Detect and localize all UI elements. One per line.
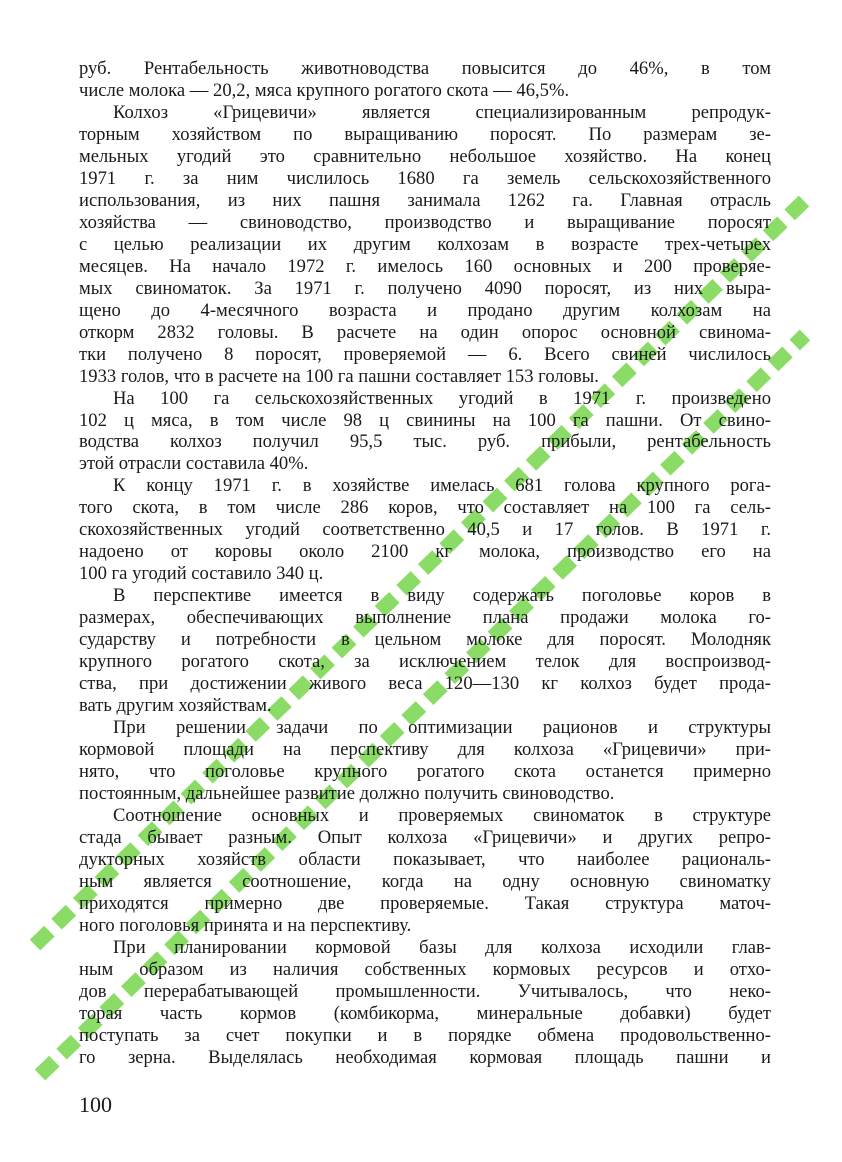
text-line: использования, из них пашня занимала 1262 га. Главная отрасль [79,189,771,211]
page-number: 100 [79,1092,112,1117]
text-line: поступать за счет покупки и в порядке обмена продовольственно- [79,1024,771,1046]
text-line: торая часть кормов (комбикорма, минеральные добавки) будет [79,1002,771,1024]
text-line: ным является соотношение, когда на одну основную свиноматку [79,870,771,892]
text-line: водства колхоз получил 95,5 тыс. руб. прибыли, рентабельность [79,431,771,453]
paragraph [79,102,771,388]
text-line: 1933 голов, что в расчете на 100 га пашни составляет 153 головы. [79,365,599,387]
paragraph [79,58,771,102]
text-line: мельных угодий это сравнительно небольшое хозяйство. На конец [79,145,771,167]
text-line: вать другим хозяйствам. [79,695,272,717]
text-line: 102 ц мяса, в том числе 98 ц свинины на 100 га пашни. От свино- [79,409,771,431]
text-line: хозяйства — свиноводство, производство и выращивание поросят [79,211,771,233]
text-line: тки получено 8 поросят, проверяемой — 6. Всего свиней числилось [79,343,771,365]
text-line: Соотношение основных и проверяемых свиноматок в структуре [113,804,771,826]
paragraph [79,388,771,476]
text-line: откорм 2832 головы. В расчете на один опорос основной свинома- [79,321,771,343]
text-line: приходятся примерно две проверяемые. Такая структура маточ- [79,892,771,914]
text-line: кормовой площади на перспективу для колхоза «Грицевичи» при- [79,739,771,761]
text-line: Колхоз «Грицевичи» является специализированным репродук- [113,101,771,123]
text-line: дукторных хозяйств области показывает, что наиболее рациональ- [79,848,771,870]
text-line: мых свиноматок. За 1971 г. получено 4090 поросят, из них выра- [79,277,771,299]
text-line: нято, что поголовье крупного рогатого скота останется примерно [79,761,771,782]
text-line: руб. Рентабельность животноводства повысится до 46%, в том [79,58,771,79]
text-line: При решении задачи по оптимизации рационов и структуры [113,717,771,739]
text-line: постоянным, дальнейшее развитие должно получить свиноводство. [79,782,615,804]
text-line: того скота, в том числе 286 коров, что составляет на 100 га сель- [79,497,771,519]
text-line: месяцев. На начало 1972 г. имелось 160 основных и 200 проверяе- [79,255,771,277]
text-line: ства, при достижении живого веса 120—130 кг колхоз будет прода- [79,673,771,695]
paragraph [79,937,771,1069]
text-line: этой отрасли составила 40%. [79,453,309,475]
text-line: дов перерабатывающей промышленности. Учитывалось, что неко- [79,980,771,1002]
text-line: надоено от коровы около 2100 кг молока, производство его на [79,541,771,563]
text-line: размерах, обеспечивающих выполнение плана продажи молока го- [79,607,771,629]
text-line: 1971 г. за ним числилось 1680 га земель сельскохозяйственного [79,167,771,189]
text-line: При планировании кормовой базы для колхоза исходили глав- [113,936,771,958]
text-line: числе молока — 20,2, мяса крупного рогатого скота — 46,5%. [79,79,570,101]
text-line: К концу 1971 г. в хозяйстве имелась 681 голова крупного рога- [113,475,771,497]
text-line: скохозяйственных угодий соответственно 40,5 и 17 голов. В 1971 г. [79,519,771,541]
text-line: 100 га угодий составило 340 ц. [79,563,324,585]
paragraph [79,585,771,717]
paragraph [79,475,771,585]
text-line: го зерна. Выделялась необходимая кормовая площадь пашни и [79,1046,771,1068]
book-page-text [79,58,771,1069]
text-line: стада бывает разным. Опыт колхоза «Грицевичи» и других репро- [79,826,771,848]
text-line: ного поголовья принята и на перспективу. [79,914,412,936]
text-line: щено до 4-месячного возраста и продано другим колхозам на [79,299,771,321]
text-line: торным хозяйством по выращиванию поросят. По размерам зе- [79,123,771,145]
text-line: сударству и потребности в цельном молоке для поросят. Молодняк [79,629,771,651]
text-line: На 100 га сельскохозяйственных угодий в 1971 г. произведено [113,387,771,409]
text-line: ным образом из наличия собственных кормовых ресурсов и отхо- [79,958,771,980]
paragraph [79,717,771,805]
paragraph [79,805,771,937]
text-line: крупного рогатого скота, за исключением телок для воспроизвод- [79,651,771,673]
text-line: с целью реализации их другим колхозам в возрасте трех-четырех [79,233,771,255]
text-line: В перспективе имеется в виду содержать поголовье коров в [113,585,771,607]
